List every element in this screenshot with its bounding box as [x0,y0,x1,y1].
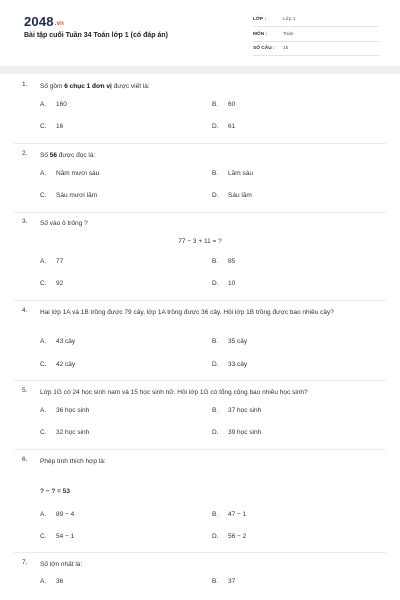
question-text: Hai lớp 1A và 1B trồng được 79 cây, lớp 1A trồng được 36 cây. Hỏi lớp 1B trồng được bao nhiêu cây? [40,309,334,316]
question-number: 6. [22,456,28,463]
document-header [0,0,400,76]
question-number: 5. [22,387,28,394]
document-title: Bài tập cuối Tuần 34 Toán lớp 1 (có đáp án) [24,32,168,39]
question-text: Phép tính thích hợp là: [40,458,106,465]
question-separator [14,552,386,553]
question-text: Số gồm 6 chục 1 đơn vị được viết là: [40,83,150,90]
question-text: Số vào ô trống ? [40,220,88,227]
question-number: 2. [22,150,28,157]
meta-subject-row [253,29,379,42]
question-text: Số 56 được đọc là: [40,152,96,159]
question-number: 7. [22,559,28,566]
site-logo[interactable] [24,14,64,29]
meta-count-label: SỐ CÂU : [253,46,275,51]
meta-class-value: Lớp 1 [283,17,296,22]
logo-text: 2048 [24,14,54,29]
question-text: Lớp 1G có 24 học sinh nam và 15 học sinh nữ. Hỏi lớp 1G có tổng cộng bao nhiêu học sinh? [40,389,308,396]
logo-suffix: .vn [54,21,65,27]
math-expression: 77 − 3 + 11 = ? [178,238,222,245]
meta-count-row [253,43,379,56]
meta-subject-value: Toán [283,32,294,37]
question-separator [14,212,386,213]
meta-subject-label: MÔN : [253,32,268,37]
meta-count-value: 15 [283,46,289,51]
meta-class-row [253,14,379,27]
question-separator [14,380,386,381]
question-separator [14,143,386,144]
question-text: Số lớn nhất là: [40,561,83,568]
math-expression: ? − ? = 53 [40,488,70,495]
question-separator [14,300,386,301]
meta-class-label: LỚP : [253,17,267,22]
question-number: 4. [22,307,28,314]
question-number: 1. [22,81,28,88]
question-number: 3. [22,218,28,225]
question-separator [14,449,386,450]
header-divider [0,66,400,74]
